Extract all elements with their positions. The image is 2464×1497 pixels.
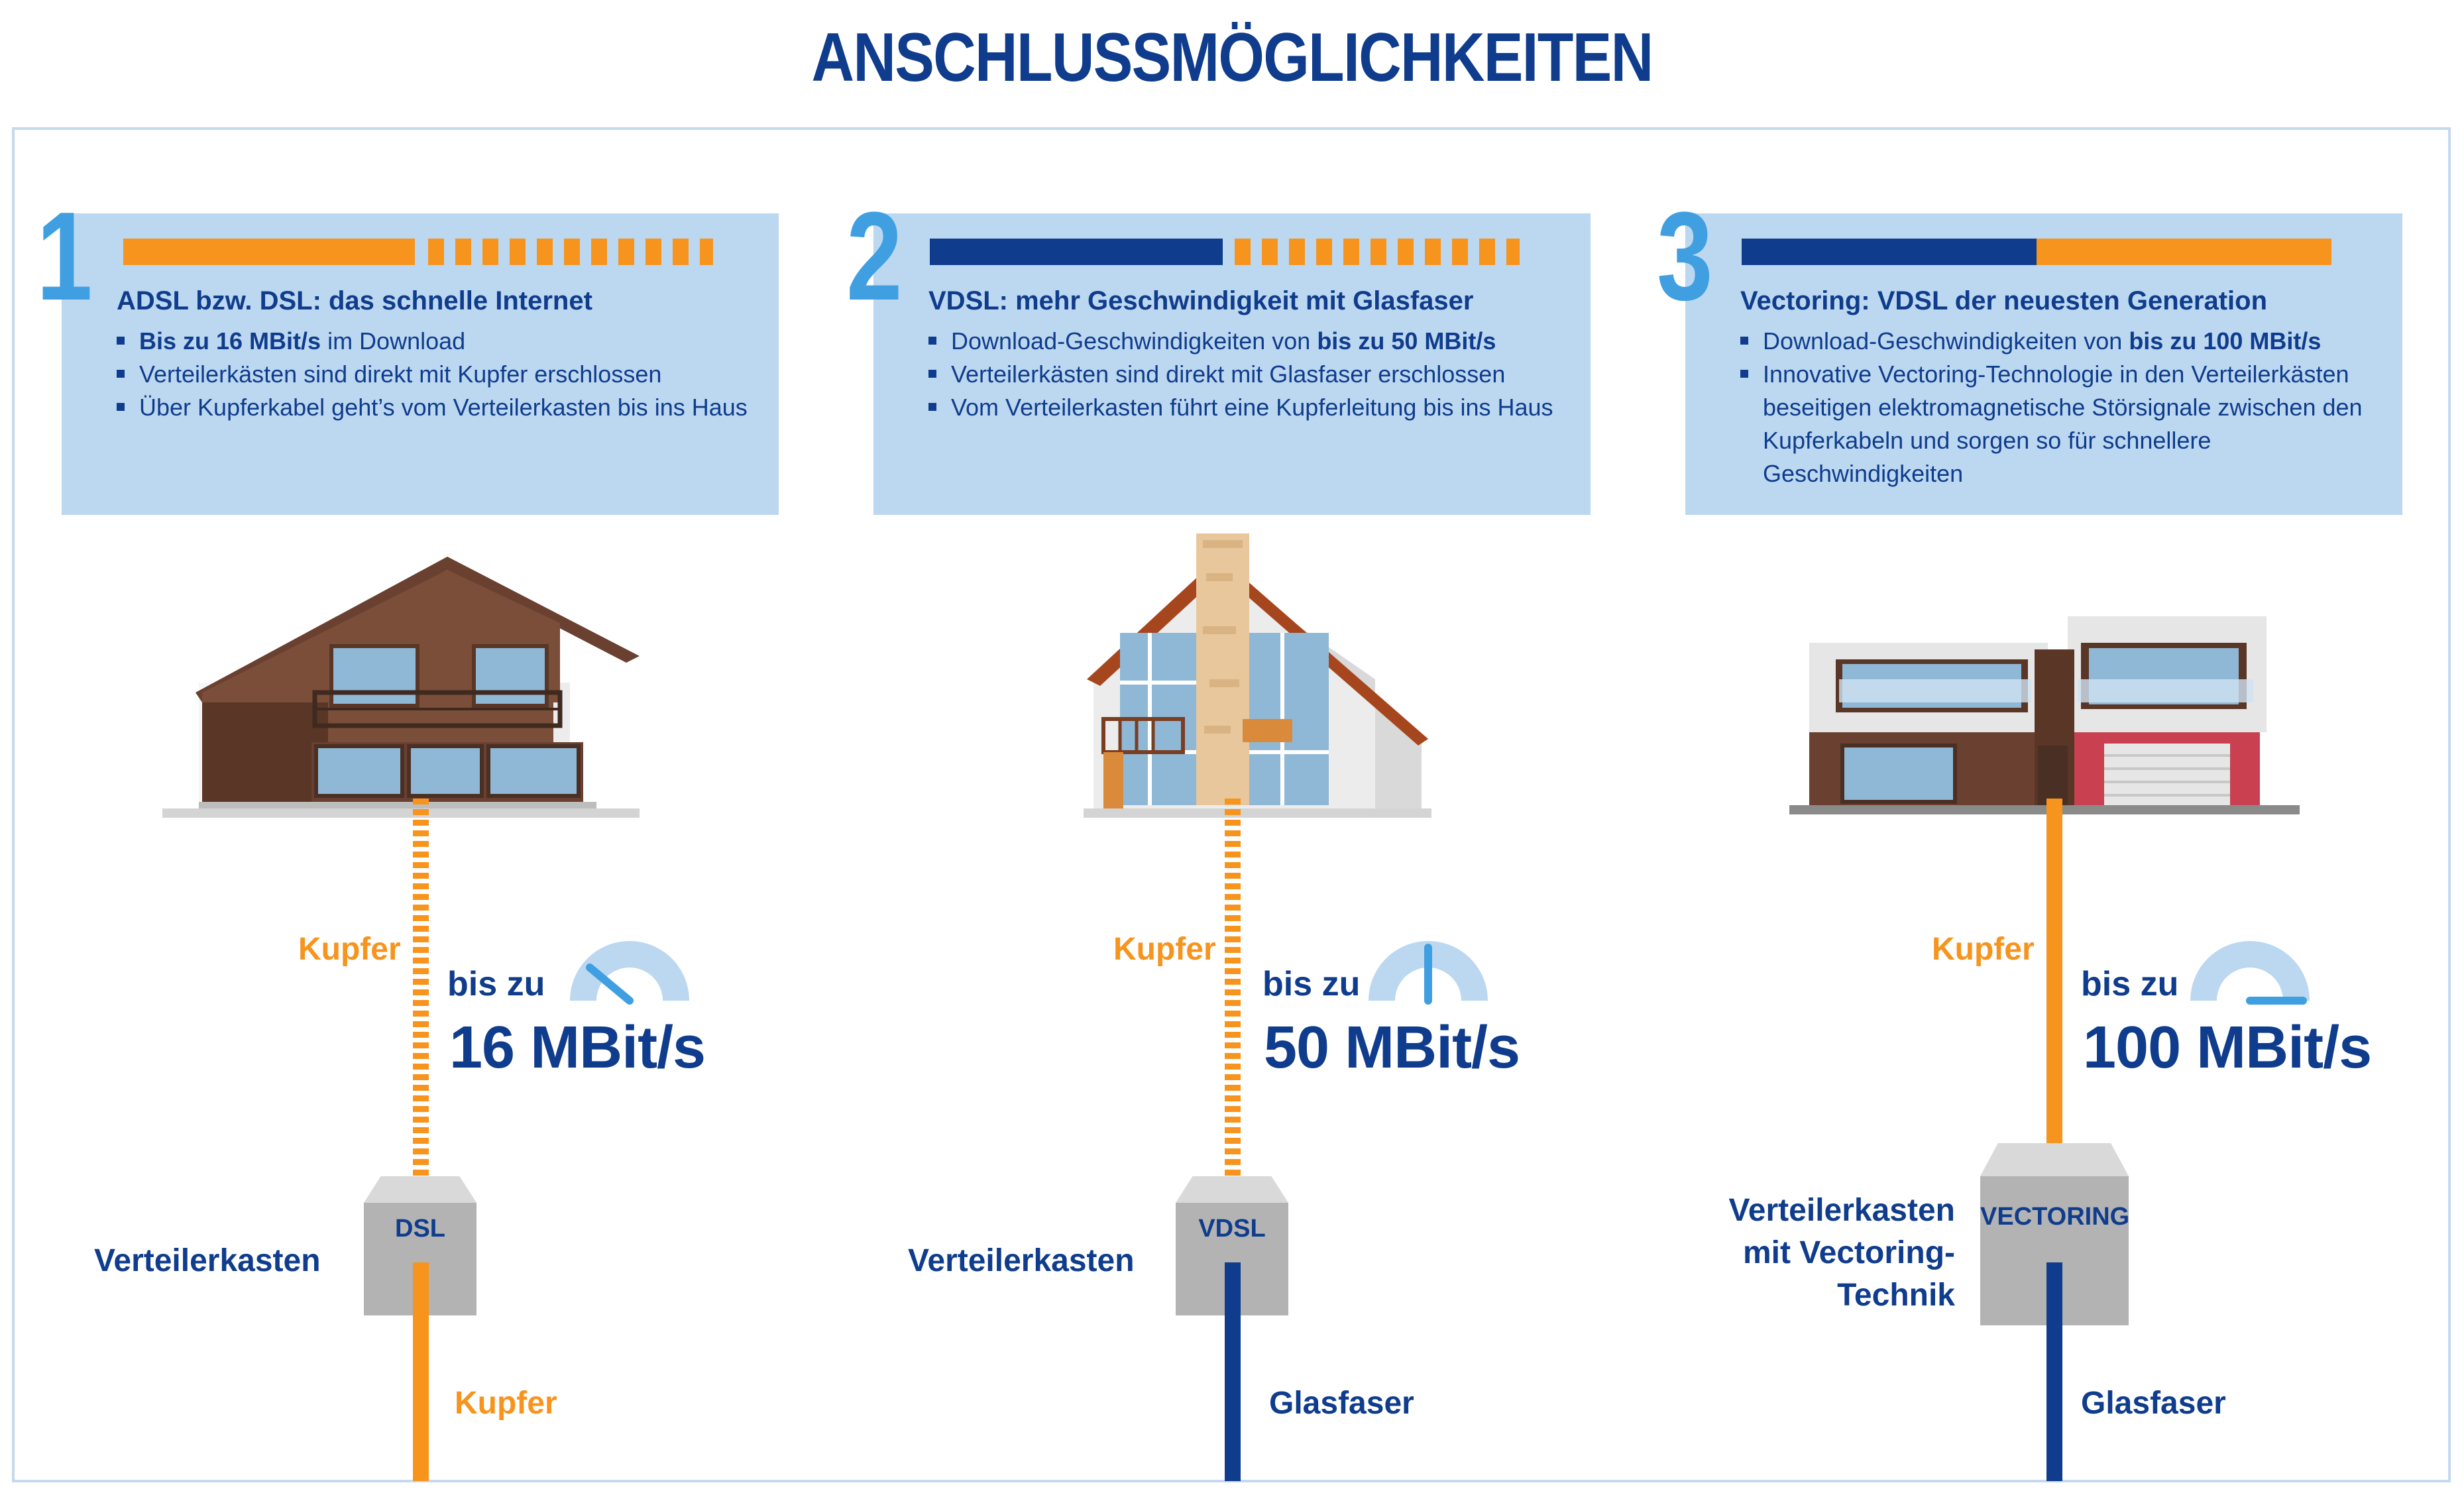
speed-bar-1 [123,239,713,265]
option-panel-1 [0,0,815,1497]
speed-value: 100 MBit/s [2083,1015,2372,1081]
modern-gable-house-illustration [1084,533,1441,825]
speed-value: 50 MBit/s [1264,1015,1520,1081]
list-item: Verteilerkästen sind direkt mit Kupfer erschlossen [117,358,748,391]
cable-label-lower: Kupfer [455,1386,557,1421]
speed-bar-2 [930,239,1520,265]
speed-prefix: bis zu [447,965,545,1003]
bar-dashes [1235,239,1520,265]
option-heading: ADSL bzw. DSL: das schnelle Internet [117,286,592,315]
cabinet-label: VDSL [1198,1215,1266,1243]
list-item: Innovative Vectoring-Technologie in den Verteilerkästen beseitigen elektromagnetische Störsignale zwischen den Kupferkabeln und sorgen so für schnellere Geschwindigkeiten [1740,358,2379,490]
cable-label-upper: Kupfer [1113,932,1216,967]
copper-cable-dotted [413,799,429,1176]
option-panel-3 [1624,0,2439,1497]
chalet-house-illustration [162,550,646,822]
distribution-cabinet [364,1176,476,1315]
list-item: Download-Geschwindigkeiten von bis zu 100 MBit/s [1740,325,2379,358]
bar-dashes [428,239,713,265]
cabinet-caption: Verteilerkasten [908,1243,1135,1278]
cabinet-caption-line: Verteilerkasten [1728,1193,1955,1228]
copper-cable-dotted [1225,799,1241,1176]
option-number: 3 [1657,186,1713,327]
speedometer-icon [1365,934,1491,1007]
cabinet-caption-line: Technik [1837,1278,1955,1313]
modern-flat-roof-house-illustration [1789,616,2303,815]
cabinet-label: VECTORING [1980,1203,2130,1231]
speed-prefix: bis zu [2081,965,2179,1003]
list-item: Download-Geschwindigkeiten von bis zu 50 MBit/s [928,325,1553,358]
option-panel-2 [812,0,1627,1497]
option-number: 1 [36,186,93,327]
cable-label-lower: Glasfaser [2081,1386,2226,1421]
distribution-cabinet [1176,1176,1288,1315]
page-title: ANSCHLUSSMÖGLICHKEITEN [811,19,1653,96]
option-heading: Vectoring: VDSL der neuesten Generation [1740,286,2267,315]
cabinet-caption-line: mit Vectoring- [1742,1235,1955,1270]
speedometer-icon [2187,934,2313,1007]
cable-label-lower: Glasfaser [1269,1386,1414,1421]
list-item: Bis zu 16 MBit/s im Download [117,325,748,358]
speedometer-icon [567,934,693,1007]
bullet-list [117,325,748,424]
list-item: Über Kupferkabel geht’s vom Verteilerkasten bis ins Haus [117,391,748,424]
info-box-2 [873,213,1591,515]
cabinet-caption [1690,1190,1955,1317]
cable-label-upper: Kupfer [1932,932,2035,967]
list-item: Verteilerkästen sind direkt mit Glasfaser erschlossen [928,358,1553,391]
option-heading: VDSL: mehr Geschwindigkeit mit Glasfaser [928,286,1474,315]
cabinet-caption: Verteilerkasten [94,1243,321,1278]
info-box-1 [62,213,779,515]
copper-cable-solid [2046,799,2062,1143]
cable-label-upper: Kupfer [298,932,401,967]
option-number: 2 [846,186,903,327]
speed-prefix: bis zu [1262,965,1361,1003]
speed-bar-3 [1742,239,2331,265]
bullet-list [928,325,1553,424]
speed-value: 16 MBit/s [449,1015,706,1081]
info-box-3 [1685,213,2402,515]
cabinet-label: DSL [395,1215,445,1243]
distribution-cabinet [1980,1143,2129,1325]
list-item: Vom Verteilerkasten führt eine Kupferleitung bis ins Haus [928,391,1553,424]
bullet-list [1740,325,2379,490]
